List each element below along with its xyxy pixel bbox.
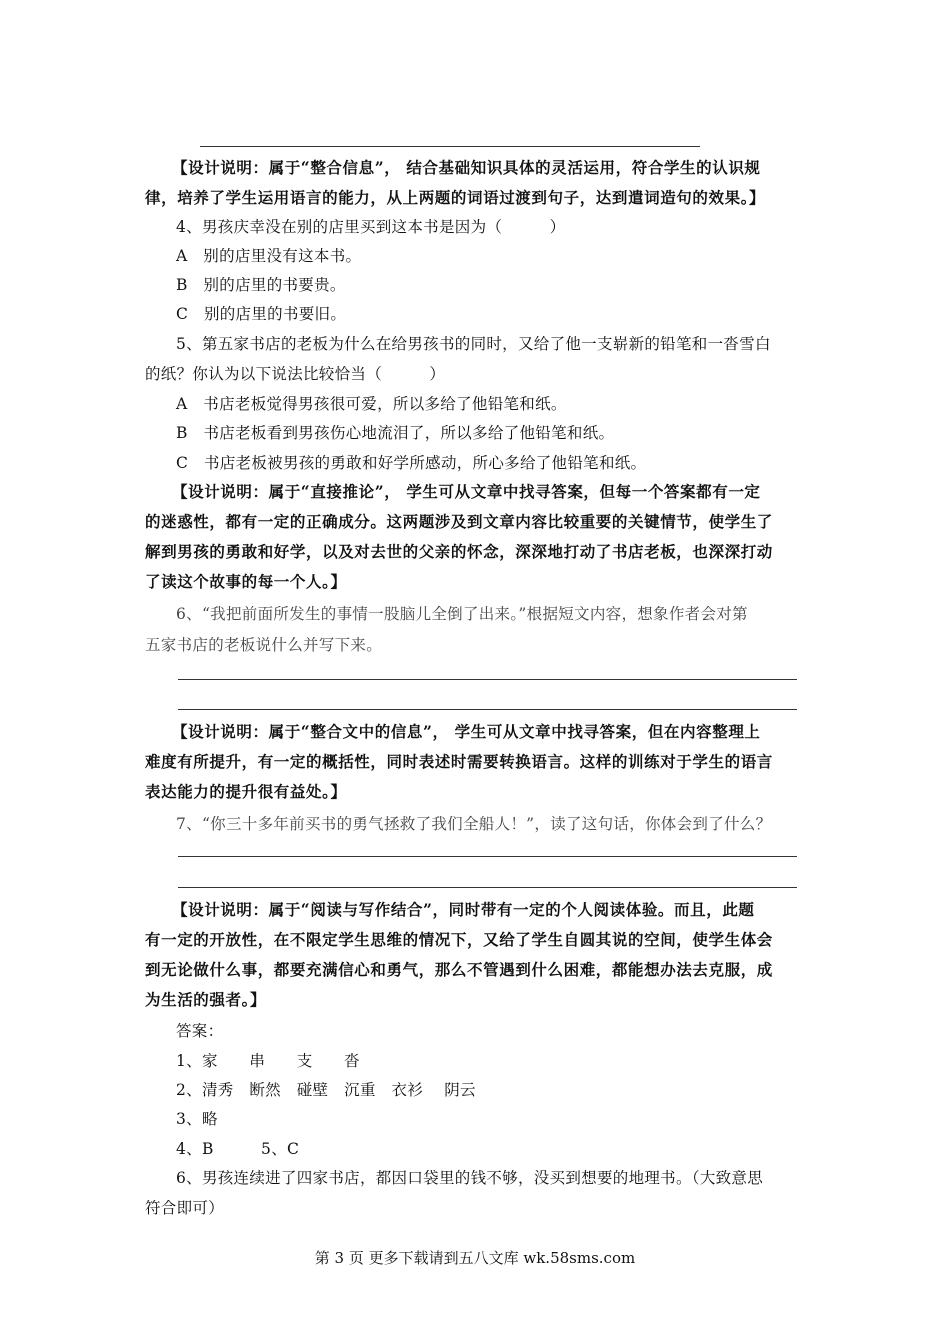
question-5-option-b: B 书店老板看到男孩伤心地流泪了，所以多给了他铅笔和纸。 [176,424,615,442]
design-note-3-line-2: 难度有所提升，有一定的概括性，同时表述时需要转换语言。这样的训练对于学生的语言 [145,752,773,771]
design-note-2-line-3: 解到男孩的勇敢和好学，以及对去世的父亲的怀念，深深地打动了书店老板，也深深打动 [145,542,773,561]
design-note-3-line-1: 【设计说明：属于“整合文中的信息”， 学生可从文章中找寻答案，但在内容整理上 [172,722,761,741]
answer-1: 1、家 串 支 沓 [176,1052,360,1070]
question-5-option-a: A 书店老板觉得男孩很可爱，所以多给了他铅笔和纸。 [176,395,567,413]
design-note-2-line-2: 的迷惑性，都有一定的正确成分。这两题涉及到文章内容比较重要的关键情节，使学生了 [145,512,773,531]
question-5-option-c: C 书店老板被男孩的勇敢和好学所感动，所心多给了他铅笔和纸。 [176,454,647,472]
question-4-option-a: A 别的店里没有这本书。 [176,247,362,265]
design-note-4-line-2: 有一定的开放性，在不限定学生思维的情况下，又给了学生自圆其说的空间，使学生体会 [145,930,773,949]
answers-heading: 答案： [176,1022,224,1040]
design-note-2-line-1: 【设计说明：属于“直接推论”， 学生可从文章中找寻答案，但每一个答案都有一定 [172,482,761,501]
question-5-line-2: 的纸？你认为以下说法比较恰当（ ） [145,365,446,383]
answer-line [178,679,797,680]
question-4-option-b: B 别的店里的书要贵。 [176,276,346,294]
answer-line [178,887,797,888]
design-note-4-line-1: 【设计说明：属于“阅读与写作结合”，同时带有一定的个人阅读体验。而且，此题 [172,900,755,919]
answer-6-line-1: 6、男孩连续进了四家书店，都因口袋里的钱不够，没买到想要的地理书。（大致意思 [176,1169,764,1187]
question-7-line-1: 7、“你三十多年前买书的勇气拯救了我们全船人！”，读了这句话，你体会到了什么？ [176,815,772,833]
answer-2: 2、清秀 断然 碰壁 沉重 衣衫 阴云 [176,1081,476,1099]
question-5-line-1: 5、第五家书店的老板为什么在给男孩书的同时，又给了他一支崭新的铅笔和一沓雪白 [176,335,771,353]
question-6-line-2: 五家书店的老板说什么并写下来。 [145,636,383,654]
design-note-4-line-4: 为生活的强者。】 [145,990,267,1009]
design-note-4-line-3: 到无论做什么事，都要充满信心和勇气，那么不管遇到什么困难，都能想办法去克服，成 [145,960,773,979]
question-4-stem: 4、男孩庆幸没在别的店里买到这本书是因为（ ） [176,218,566,236]
page-footer: 第 3 页 更多下载请到五八文库 wk.58sms.com [314,1249,636,1267]
answer-line [178,856,797,857]
answer-3: 3、略 [176,1110,218,1128]
answer-4-5: 4、B 5、C [176,1140,300,1158]
question-6-line-1: 6、“我把前面所发生的事情一股脑儿全倒了出来。”根据短文内容，想象作者会对第 [176,605,748,623]
design-note-1-line-2: 律，培养了学生运用语言的能力，从上两题的词语过渡到句子，达到遣词造句的效果。】 [145,188,766,207]
answer-line [200,146,700,147]
question-4-option-c: C 别的店里的书要旧。 [176,305,347,323]
answer-line [178,709,797,710]
answer-6-line-2: 符合即可） [145,1199,225,1217]
design-note-3-line-3: 表达能力的提升很有益处。】 [145,782,347,801]
design-note-2-line-4: 了读这个故事的每一个人。】 [145,572,347,591]
design-note-1-line-1: 【设计说明：属于“整合信息”， 结合基础知识具体的灵活运用，符合学生的认识规 [172,158,761,177]
